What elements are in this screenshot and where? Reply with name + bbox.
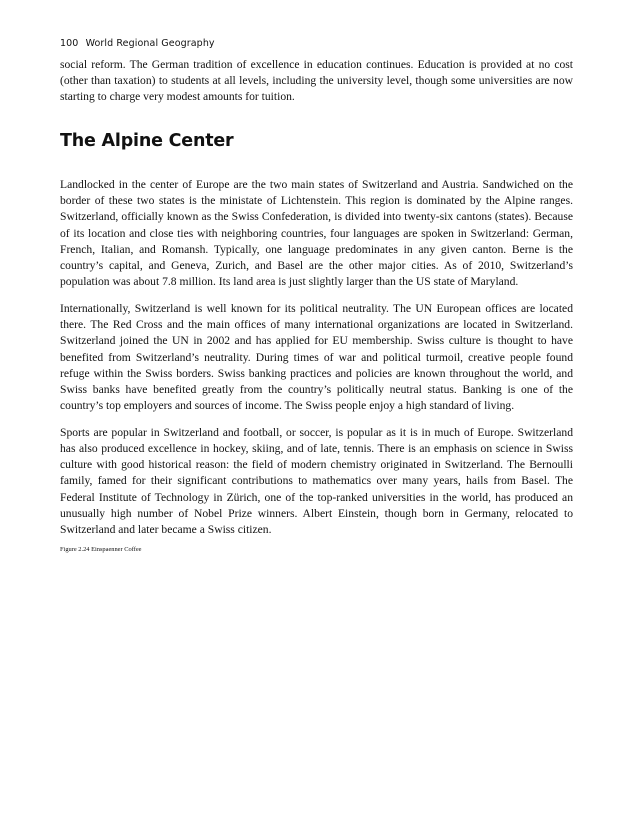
section-body bbox=[60, 177, 573, 549]
figure-caption: Figure 2.24 Einspaenner Coffee bbox=[60, 546, 142, 553]
paragraph-location: Landlocked in the center of Europe are the two main states of Switzerland and Austria. Sandwiched on the border of these two states is the ministate of Lichtenstein. This region is dominated by the Alpine ranges. Switzerland, officially known as the Swiss Confederation, is divided into twenty-six cantons (states). Because of its location and close ties with neighboring countries, four languages are spoken in Switzerland: German, French, Italian, and Romansh. Typically, one language predominates in any given canton. Berne is the country’s capital, and Geneva, Zurich, and Basel are the other major cities. As of 2010, Switzerland’s population was about 7.8 million. Its land area is just slightly larger than the US state of Maryland. bbox=[60, 178, 573, 289]
running-header bbox=[60, 38, 215, 49]
paragraph-sports-science: Sports are popular in Switzerland and football, or soccer, is popular as it is in much of Europe. Switzerland has also produced excellence in hockey, skiing, and of late, tennis. There is an emphasis on science in Swiss culture with good historical reason: the field of modern chemistry originated in Switzerland. The Bernoulli family, famed for their significant contributions to mathematics over many years, hails from Basel. The Federal Institute of Technology in Zürich, one of the top-ranked universities in the world, has produced an unusually high number of Nobel Prize winners. Albert Einstein, though born in Germany, relocated to Switzerland and later became a Swiss citizen. bbox=[60, 425, 573, 537]
intro-paragraph: social reform. The German tradition of excellence in education continues. Education is provided at no cost (other than taxation) to students at all levels, including the university level, though some universities are now starting to charge very modest amounts for tuition. bbox=[60, 58, 573, 104]
section-title: The Alpine Center bbox=[60, 131, 234, 151]
book-title: World Regional Geography bbox=[85, 38, 215, 49]
paragraph-neutrality: Internationally, Switzerland is well known for its political neutrality. The UN European offices are located there. The Red Cross and the main offices of many international organizations are located in Switzerland. Switzerland joined the UN in 2002 and has applied for EU membership. Swiss culture is thought to have benefited from Switzerland’s neutrality. During times of war and political turmoil, creative people found refuge within the Swiss borders. Swiss banking practices and policies are known throughout the world, and Swiss banks have benefited greatly from the country’s politically neutral status. Banking is one of the country’s top employers and sources of income. The Swiss people enjoy a high standard of living. bbox=[60, 301, 573, 413]
page-number: 100 bbox=[60, 38, 79, 49]
